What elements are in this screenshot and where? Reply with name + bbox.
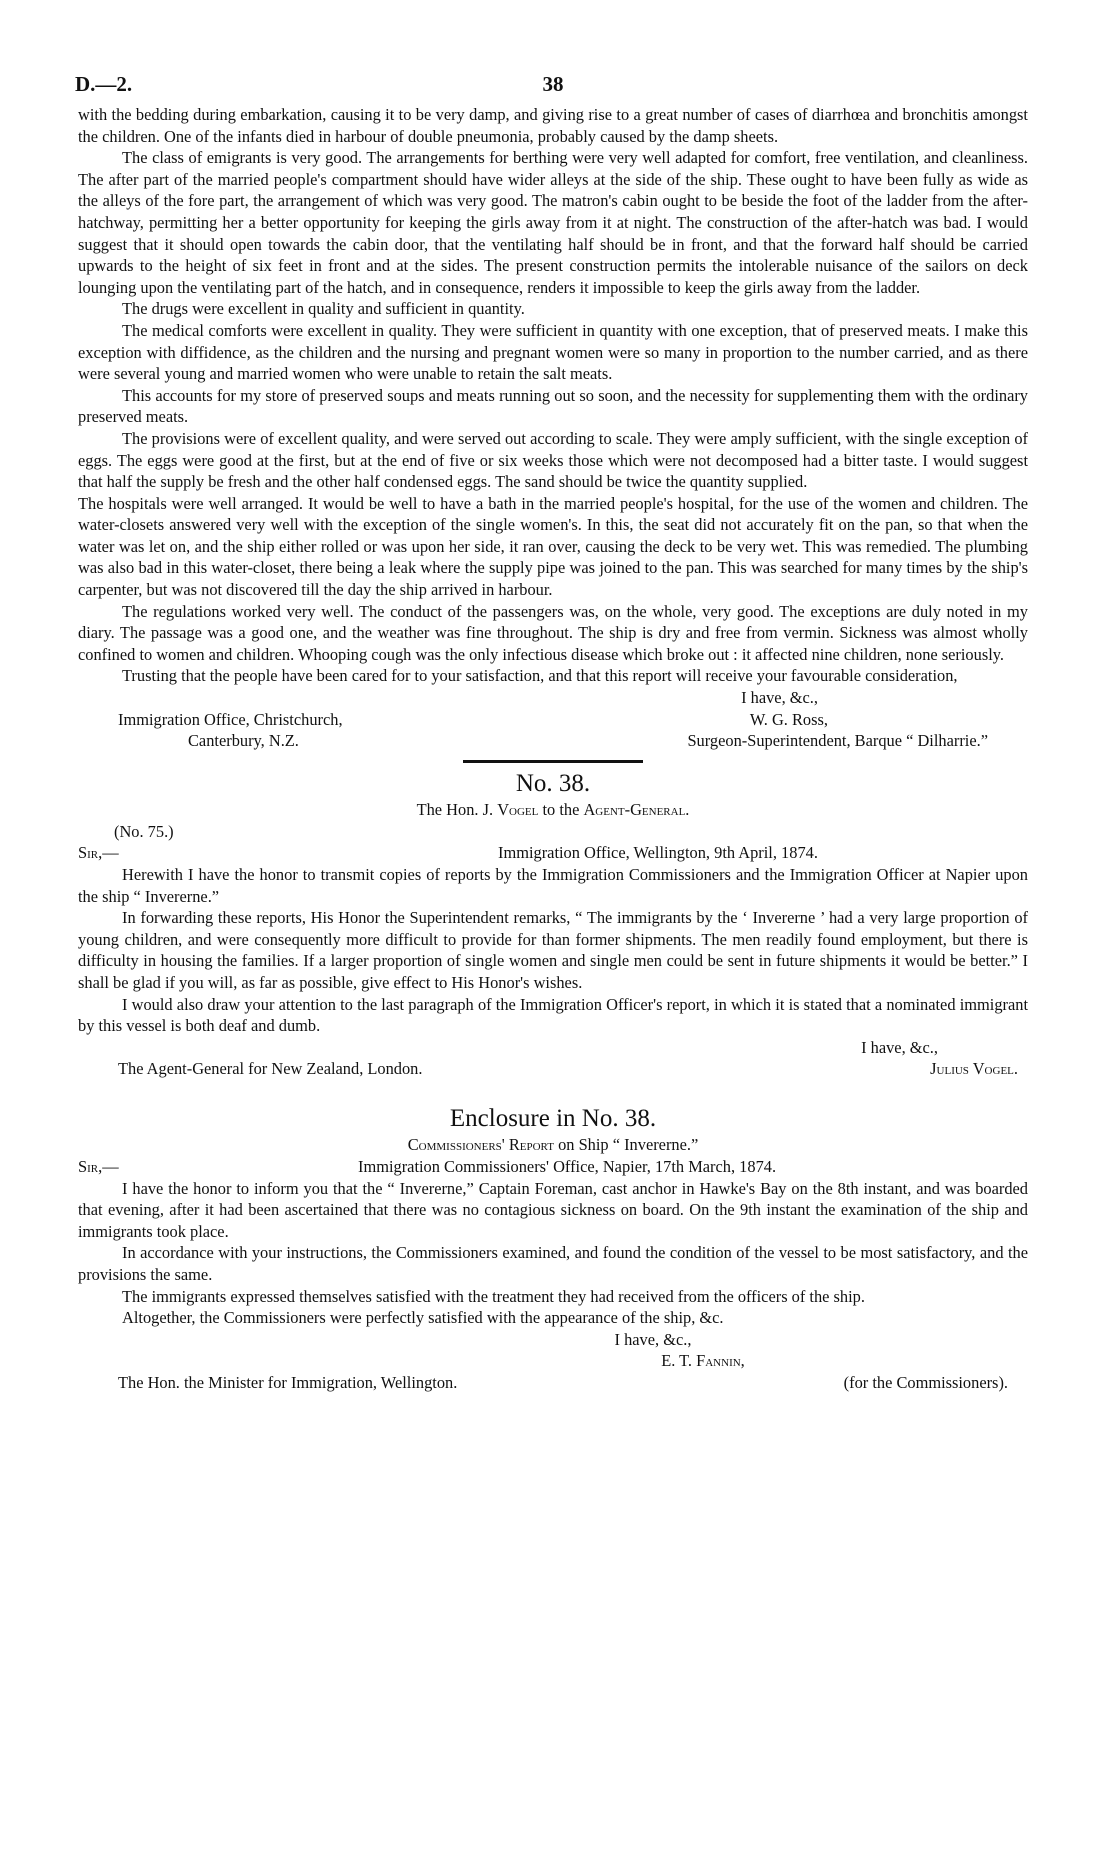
addressee: The Hon. the Minister for Immigration, Wellington. bbox=[118, 1372, 458, 1392]
signer-name: W. G. Ross, bbox=[749, 709, 828, 729]
signer-name: Julius Vogel. bbox=[930, 1059, 1018, 1079]
sign-off: I have, &c., bbox=[861, 1037, 938, 1057]
signature-block-ross bbox=[78, 687, 1028, 752]
subheading-prefix: The Hon. J. bbox=[416, 799, 494, 819]
letter-vogel-body bbox=[78, 864, 1028, 1037]
paragraph: The medical comforts were excellent in quality. They were sufficient in quantity with one exception, that of preserved meats. I make this exception with diffidence, as the children and the nursing and pregnant women were so many in proportion to the number carried, and as there were several young and married women who were unable to retain the salt meats. bbox=[78, 320, 1028, 384]
place-line: Canterbury, N.Z. bbox=[188, 731, 299, 751]
paragraph: The drugs were excellent in quality and sufficient in quantity. bbox=[122, 299, 525, 319]
section-divider bbox=[463, 760, 643, 763]
paragraph: I would also draw your attention to the last paragraph of the Immigration Officer's report, in which it is stated that a nominated immigrant by this vessel is both deaf and dumb. bbox=[78, 994, 1028, 1036]
paragraph: I have the honor to inform you that the “ Invererne,” Captain Foreman, cast anchor in Hawke's Bay on the 8th instant, and was boarded that evening, after it had been ascertained that there was no contagious sickness on board. On the 9th instant the examination of the ship and immigrants took place. bbox=[78, 1178, 1028, 1241]
closing-line bbox=[78, 1058, 1028, 1080]
section-heading: No. 38. bbox=[515, 769, 591, 797]
running-head bbox=[75, 60, 1028, 96]
place-line: Immigration Office, Christchurch, bbox=[118, 709, 343, 729]
paragraph: Altogether, the Commissioners were perfectly satisfied with the appearance of the ship, &c. bbox=[122, 1308, 724, 1328]
signer-title: Surgeon-Superintendent, Barque “ Dilharrie.” bbox=[687, 731, 988, 751]
signature-block-fannin bbox=[78, 1329, 1028, 1394]
paragraph: The immigrants expressed themselves satisfied with the treatment they had received from the officers of the ship. bbox=[122, 1286, 865, 1306]
place-date: Immigration Commissioners' Office, Napier, 17th March, 1874. bbox=[358, 1156, 777, 1176]
subheading-ship: on Ship “ Invererne.” bbox=[558, 1134, 699, 1154]
document-code: D.—2. bbox=[75, 72, 133, 96]
paragraph: with the bedding during embarkation, causing it to be very damp, and giving rise to a great number of cases of diarrhœa and bronchitis amongst the children. One of the infants died in harbour of double pneumonia, probably caused by the damp sheets. bbox=[78, 105, 1028, 146]
letter-reference: (No. 75.) bbox=[114, 821, 174, 841]
letter-ross-body bbox=[78, 104, 1028, 687]
section-heading: Enclosure in No. 38. bbox=[449, 1104, 657, 1132]
signer-note: (for the Commissioners). bbox=[843, 1372, 1008, 1392]
section-subheading bbox=[78, 799, 1028, 821]
salutation: Sir,— bbox=[78, 1156, 119, 1176]
addressee: The Agent-General for New Zealand, London. bbox=[118, 1059, 423, 1079]
paragraph: This accounts for my store of preserved soups and meats running out so soon, and the necessity for supplementing them with the ordinary preserved meats. bbox=[78, 385, 1028, 427]
salutation-line bbox=[78, 1156, 1028, 1178]
paragraph: In accordance with your instructions, the Commissioners examined, and found the condition of the vessel to be most satisfactory, and the provisions the same. bbox=[78, 1243, 1028, 1284]
subheading-title: Commissioners' Report bbox=[407, 1134, 554, 1154]
subheading-recipient: Agent-General. bbox=[583, 799, 690, 819]
salutation-line bbox=[78, 842, 1028, 864]
signer-name: E. T. Fannin, bbox=[661, 1351, 745, 1371]
subheading-name: Vogel bbox=[497, 799, 539, 819]
salutation: Sir,— bbox=[78, 843, 119, 863]
document-page bbox=[75, 60, 1028, 1393]
page-number: 38 bbox=[542, 72, 564, 96]
section-subheading bbox=[78, 1134, 1028, 1156]
sign-off: I have, &c., bbox=[741, 688, 818, 708]
paragraph: The hospitals were well arranged. It would be well to have a bath in the married people's hospital, for the use of the women and children. The water-closets answered very well with the exception of the single women's. In this, the seat did not accurately fit on the pan, so that when the water was let on, and the ship either rolled or was upon her side, it ran over, causing the deck to be very wet. This was remedied. The plumbing was also bad in this water-closet, there being a leak where the supply pipe was joined to the pan. This was searched for many times by the ship's carpenter, but was not discovered till the day the ship arrived in harbour. bbox=[78, 493, 1028, 600]
place-date: Immigration Office, Wellington, 9th April, 1874. bbox=[498, 843, 818, 863]
sign-off: I have, &c., bbox=[614, 1329, 692, 1349]
paragraph: Herewith I have the honor to transmit copies of reports by the Immigration Commissioners and the Immigration Officer at Napier upon the ship “ Invererne.” bbox=[78, 865, 1028, 906]
paragraph: The regulations worked very well. The conduct of the passengers was, on the whole, very good. The exceptions are duly noted in my diary. The passage was a good one, and the weather was fine throughout. The ship is dry and free from vermin. Sickness was almost wholly confined to women and children. Whooping cough was the only infectious disease which broke out : it affected nine children, none seriously. bbox=[78, 601, 1028, 664]
paragraph: The class of emigrants is very good. The arrangements for berthing were very well adapted for comfort, free ventilation, and cleanliness. The after part of the married people's compartment should have wider alleys at the side of the ship. These ought to have been fully as wide as the alleys of the fore part, the arrangement of which was very good. The matron's cabin ought to be beside the foot of the ladder from the after-hatchway, permitting her a better opportunity for keeping the girls away from it at night. The construction of the after-hatch was bad. I would suggest that it should open towards the cabin door, that the ventilating half should be in front, and that the forward half should be carried upwards to the height of six feet in front and at the sides. The present construction permits the intolerable nuisance of the sailors on deck lounging upon the ventilating part of the hatch, and in consequence, renders it impossible to keep the girls away from the ladder. bbox=[78, 148, 1028, 297]
paragraph: In forwarding these reports, His Honor the Superintendent remarks, “ The immigrants by the ‘ Invererne ’ had a very large proportion of young children, and were consequently more difficult to provide for than former shipments. The men readily found employment, but there is difficulty in housing the families. If a larger proportion of single women and single men could be sent in future shipments it would be better.” I shall be glad if you will, as far as possible, give effect to His Honor's wishes. bbox=[78, 908, 1028, 992]
paragraph: The provisions were of excellent quality, and were served out according to scale. They were amply sufficient, with the single exception of eggs. The eggs were good at the first, but at the end of five or six weeks those which were not decomposed had a bitter taste. I would suggest that half the supply be fresh and the other half condensed eggs. The sand should be twice the quantity supplied. bbox=[78, 428, 1028, 492]
paragraph: Trusting that the people have been cared for to your satisfaction, and that this report will receive your favourable consideration, bbox=[122, 666, 958, 686]
subheading-to: to the bbox=[542, 799, 580, 819]
enclosure-body bbox=[78, 1178, 1028, 1329]
